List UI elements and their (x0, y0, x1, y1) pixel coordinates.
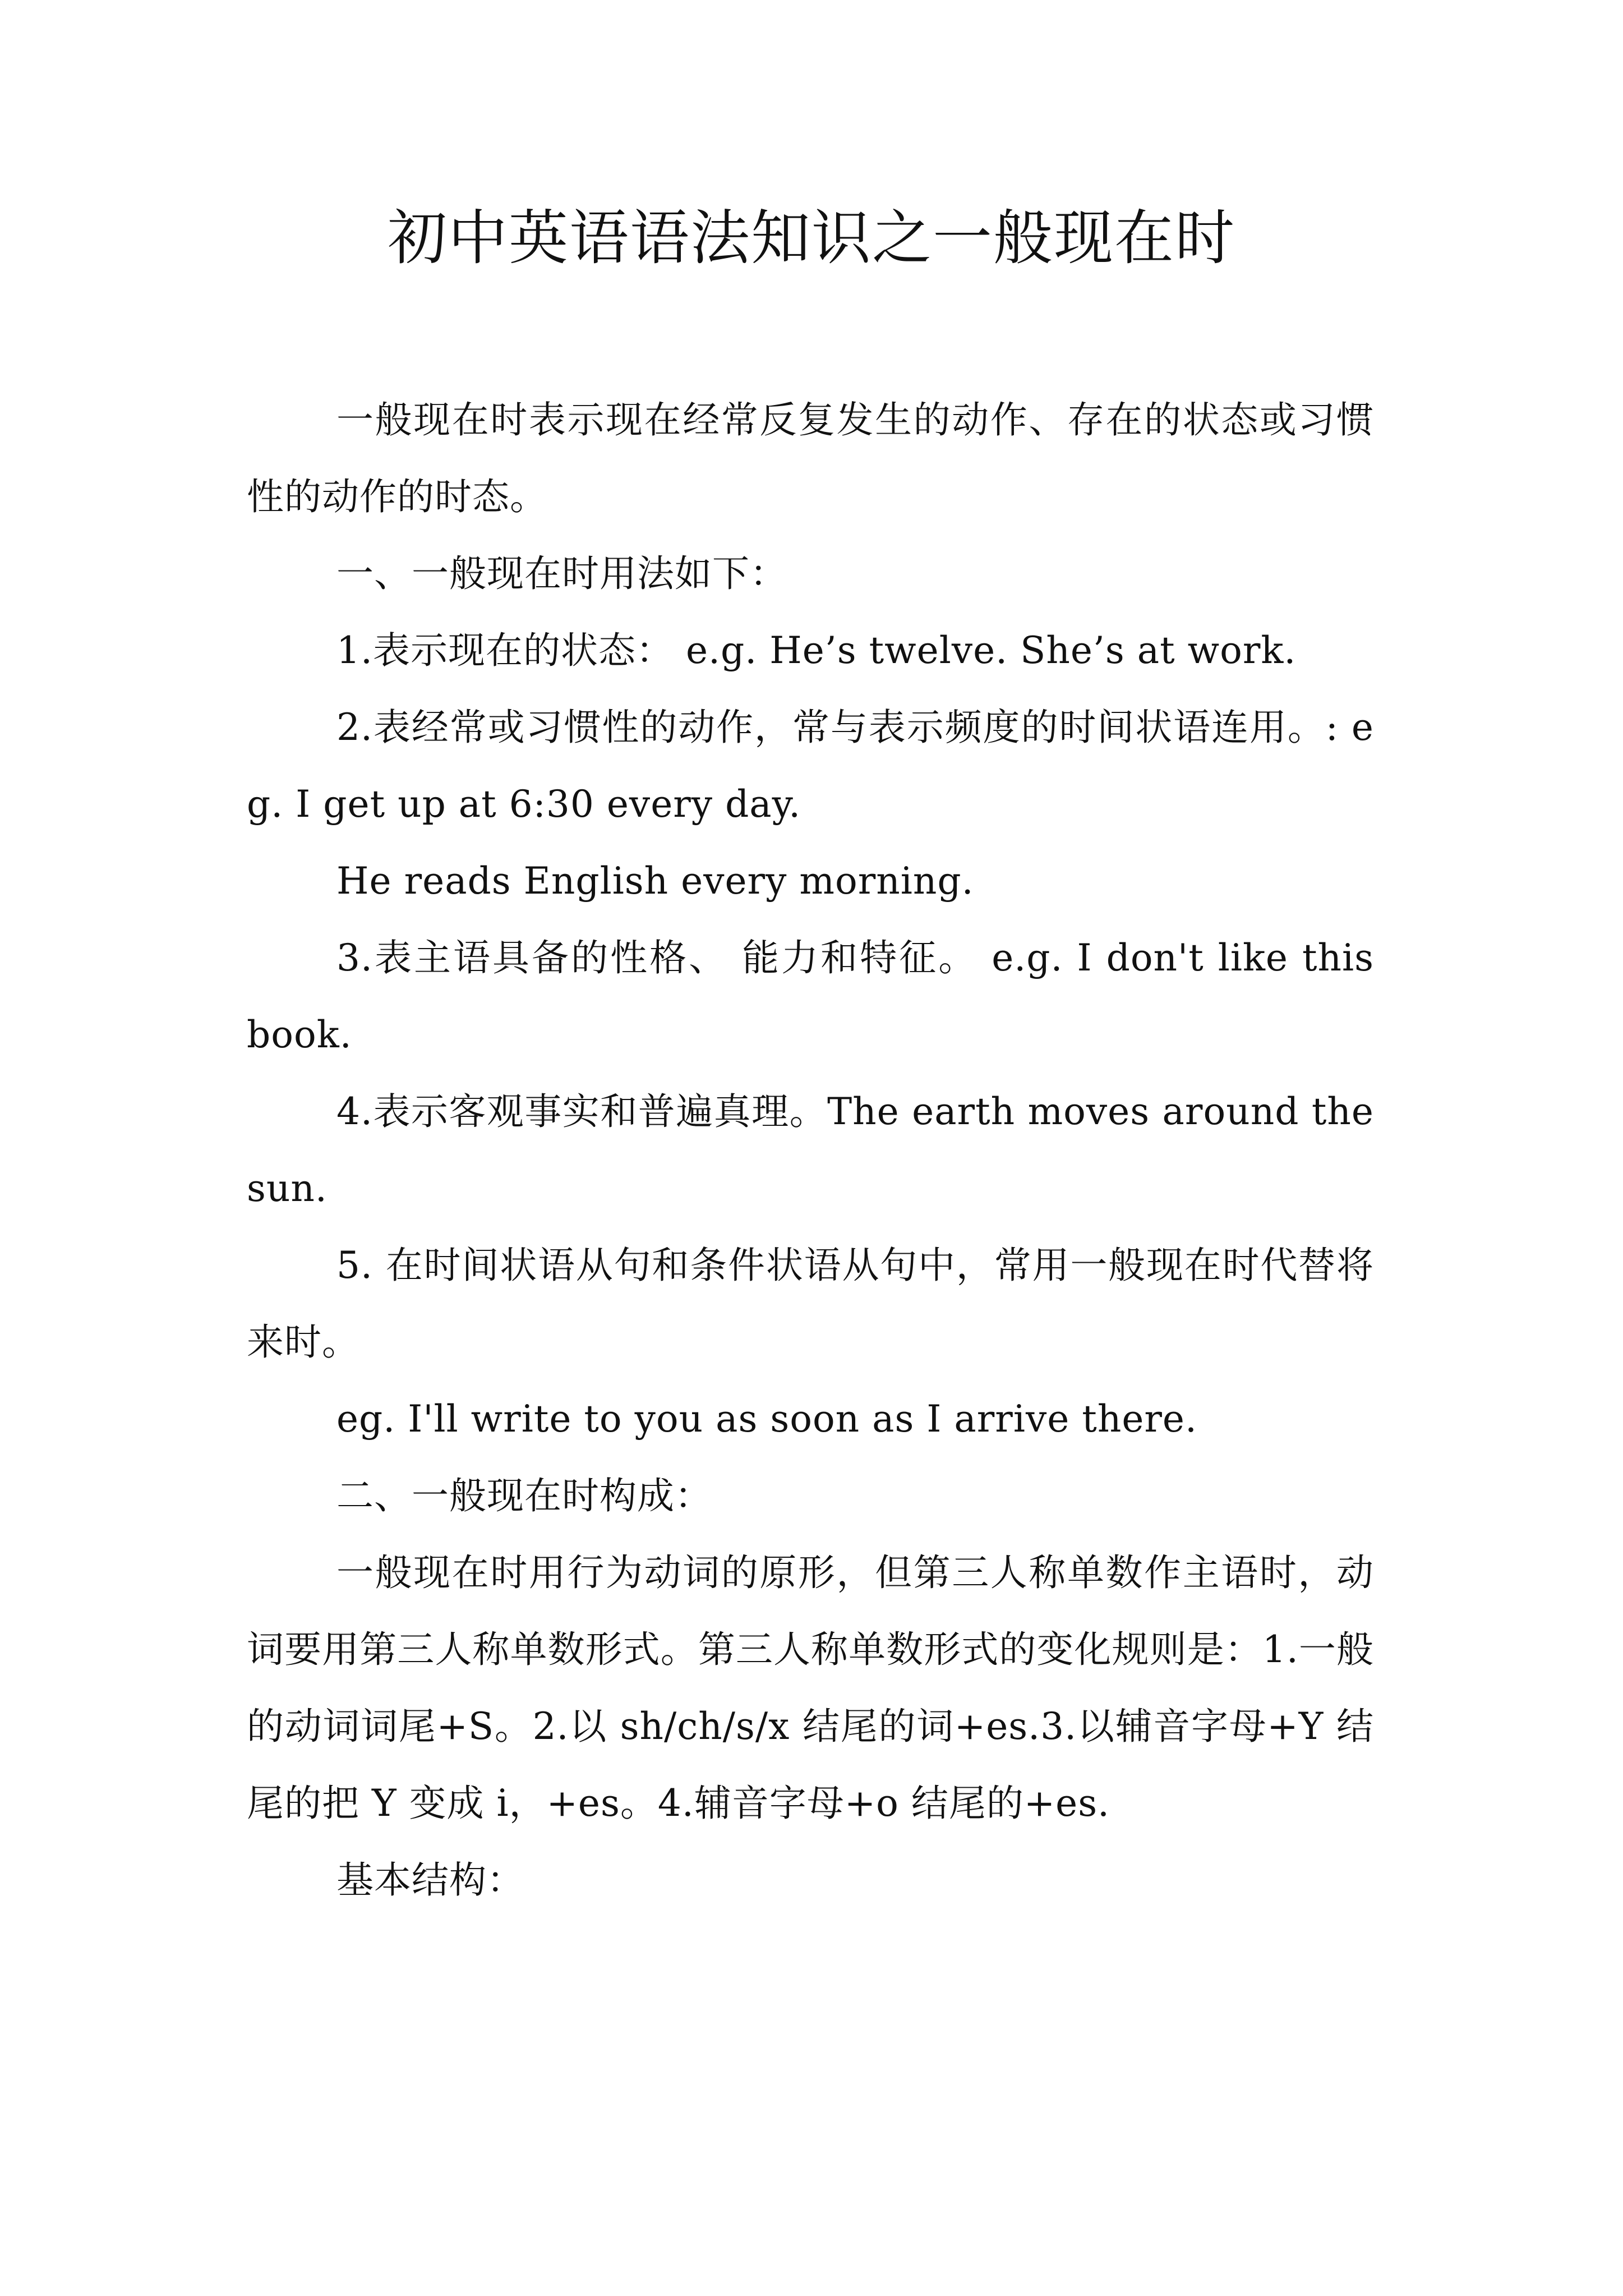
paragraph-usage-1: 1.表示现在的状态： e.g. He’s twelve. She’s at work. (336, 629, 1297, 672)
paragraph-intro: 一般现在时表示现在经常反复发生的动作、存在的状态或习惯性的动作的时态。 (247, 398, 1374, 518)
section-heading-usage: 一、一般现在时用法如下： (336, 552, 787, 595)
paragraph-usage-2: 2.表经常或习惯性的动作，常与表示频度的时间状语连用。: eg. I get up at 6:30 every day. (247, 706, 1374, 826)
paragraph-usage-5-example: eg. I'll write to you as soon as I arrive there. (336, 1397, 1197, 1441)
paragraph-usage-5: 5. 在时间状语从句和条件状语从句中，常用一般现在时代替将来时。 (247, 1244, 1374, 1364)
section-heading-structure: 二、一般现在时构成： (336, 1474, 712, 1517)
paragraph-usage-4: 4.表示客观事实和普遍真理。The earth moves around the sun. (247, 1090, 1374, 1210)
paragraph-usage-2-example: He reads English every morning. (336, 859, 974, 903)
paragraph-structure-rules: 一般现在时用行为动词的原形，但第三人称单数作主语时，动词要用第三人称单数形式。第三人称单数形式的变化规则是：1.一般的动词词尾+S。2.以 sh/ch/s/x 结尾的词+es.3.以辅音字母+Y 结尾的把 Y 变成 i，+es。4.辅音字母+o 结尾的+es. (247, 1551, 1374, 1825)
paragraph-usage-3: 3.表主语具备的性格、 能力和特征。 e.g. I don't like this book. (247, 936, 1374, 1056)
paragraph-basic-structure: 基本结构： (336, 1858, 524, 1902)
document-title: 初中英语语法知识之一般现在时 (388, 204, 1235, 273)
document-body (247, 381, 1374, 1918)
